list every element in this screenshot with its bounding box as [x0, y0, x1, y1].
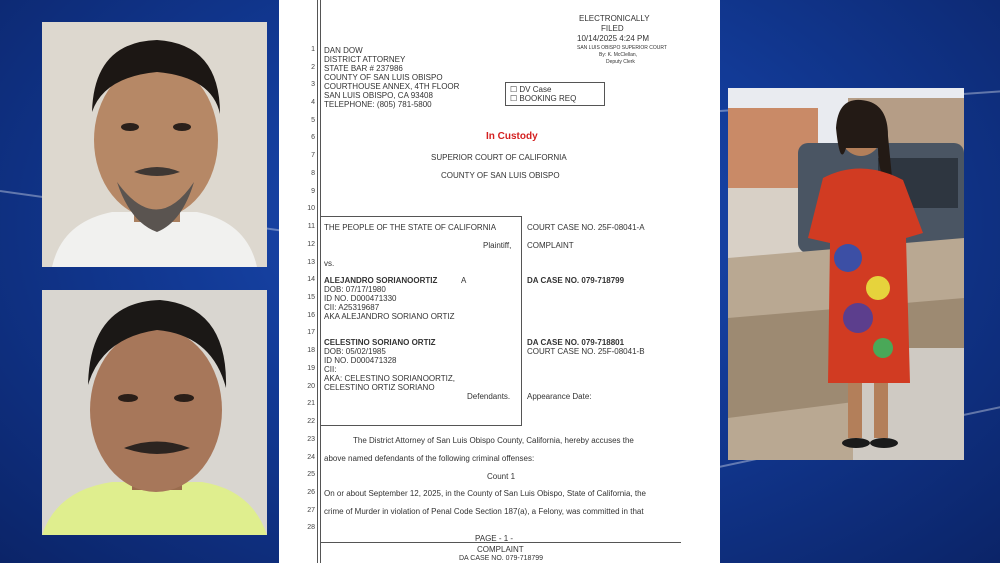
margin-line [320, 0, 321, 563]
defendant-1-name: ALEJANDRO SORIANOORTIZ [324, 276, 438, 285]
booking-req-label: BOOKING REQ [519, 94, 577, 103]
line-number: 11 [307, 223, 315, 230]
caption-divider [521, 216, 522, 426]
defendant-2-detail: AKA: CELESTINO SORIANOORTIZ, [324, 374, 455, 383]
defendant-1-detail: CII: A25319687 [324, 303, 380, 312]
checkbox-icon: ☐ [510, 94, 520, 103]
body-text: On or about September 12, 2025, in the County of San Luis Obispo, State of California, the [324, 489, 646, 498]
defendant-2-detail: ID NO. D000471328 [324, 356, 397, 365]
da-case-number-2: DA CASE NO. 079-718801 [527, 338, 625, 347]
defendant-2-detail: DOB: 05/02/1985 [324, 347, 386, 356]
complaint-title: COMPLAINT [527, 241, 574, 250]
line-number: 19 [307, 365, 315, 372]
line-number: 3 [311, 81, 315, 88]
defendant-1-detail: DOB: 07/17/1980 [324, 285, 386, 294]
da-case-number-1: DA CASE NO. 079-718799 [527, 276, 625, 285]
line-number: 17 [307, 329, 315, 336]
defendant-1-detail: AKA ALEJANDRO SORIANO ORTIZ [324, 312, 455, 321]
vs-label: vs. [324, 259, 335, 268]
filing-stamp-line: By: K. McClellan, [599, 52, 638, 58]
dv-case-label: DV Case [519, 85, 552, 94]
line-number: 26 [307, 489, 315, 496]
victim-photo [728, 88, 964, 460]
appearance-date-label: Appearance Date: [527, 392, 592, 401]
da-header-line: DISTRICT ATTORNEY [324, 55, 406, 64]
mugshot-celestino [42, 290, 267, 535]
line-number: 16 [307, 312, 315, 319]
line-number: 28 [307, 524, 315, 531]
caption-top-rule [321, 216, 521, 217]
filing-stamp-line: FILED [601, 24, 624, 33]
line-number: 5 [311, 117, 315, 124]
line-number: 10 [307, 205, 315, 212]
da-header-line: COURTHOUSE ANNEX, 4TH FLOOR [324, 82, 460, 91]
mugshot-alejandro [42, 22, 267, 267]
line-number: 25 [307, 471, 315, 478]
body-text: The District Attorney of San Luis Obispo County, California, hereby accuses the [353, 436, 634, 445]
line-number: 6 [311, 134, 315, 141]
court-name: SUPERIOR COURT OF CALIFORNIA [431, 153, 567, 162]
footer-title: COMPLAINT [477, 545, 524, 554]
filing-stamp-line: Deputy Clerk [606, 59, 635, 65]
plaintiff-label: Plaintiff, [483, 241, 512, 250]
line-number: 12 [307, 241, 315, 248]
defendant-2-detail: CII: [324, 365, 337, 374]
defendants-label: Defendants. [467, 392, 511, 401]
da-header-line: DAN DOW [324, 46, 363, 55]
defendant-1-detail: ID NO. D000471330 [324, 294, 397, 303]
da-header-line: SAN LUIS OBISPO, CA 93408 [324, 91, 433, 100]
line-number: 9 [311, 188, 315, 195]
da-header-line: TELEPHONE: (805) 781-5800 [324, 100, 432, 109]
line-number: 13 [307, 259, 315, 266]
checkbox-icon: ☐ [510, 85, 520, 94]
filing-stamp-line: ELECTRONICALLY [579, 14, 650, 23]
caption-bottom-rule [321, 425, 521, 426]
count-heading: Count 1 [487, 472, 516, 481]
court-case-number: COURT CASE NO. 25F-08041-A [527, 223, 645, 232]
line-number: 2 [311, 64, 315, 71]
filing-stamp-line: SAN LUIS OBISPO SUPERIOR COURT [577, 45, 667, 51]
line-number: 14 [307, 276, 315, 283]
da-header-line: STATE BAR # 237986 [324, 64, 403, 73]
filing-stamp-line: 10/14/2025 4:24 PM [577, 34, 650, 43]
line-number: 20 [307, 383, 315, 390]
footer-page-number: PAGE - 1 - [475, 534, 514, 543]
criminal-complaint-document [279, 0, 720, 563]
court-county: COUNTY OF SAN LUIS OBISPO [441, 171, 560, 180]
line-number: 23 [307, 436, 315, 443]
line-number: 18 [307, 347, 315, 354]
in-custody-label: In Custody [486, 131, 538, 142]
line-number: 21 [307, 400, 315, 407]
body-text: crime of Murder in violation of Penal Code Section 187(a), a Felony, was committed in that [324, 507, 644, 516]
defendant-2-name: CELESTINO SORIANO ORTIZ [324, 338, 436, 347]
booking-req-checkbox[interactable] [510, 94, 576, 103]
people-caption: THE PEOPLE OF THE STATE OF CALIFORNIA [324, 223, 497, 232]
line-number: 22 [307, 418, 315, 425]
dv-case-checkbox[interactable] [510, 85, 551, 94]
line-number: 4 [311, 99, 315, 106]
footer-da-case: DA CASE NO. 079-718799 [459, 555, 544, 562]
court-case-number-2: COURT CASE NO. 25F-08041-B [527, 347, 645, 356]
line-number: 27 [307, 507, 315, 514]
margin-line [317, 0, 318, 563]
line-number: 7 [311, 152, 315, 159]
line-number: 24 [307, 454, 315, 461]
line-number: 8 [311, 170, 315, 177]
da-header-line: COUNTY OF SAN LUIS OBISPO [324, 73, 443, 82]
defendant-1-marker: A [461, 276, 467, 285]
line-number: 15 [307, 294, 315, 301]
defendant-2-detail: CELESTINO ORTIZ SORIANO [324, 383, 435, 392]
body-text: above named defendants of the following criminal offenses: [324, 454, 535, 463]
line-number: 1 [311, 46, 315, 53]
